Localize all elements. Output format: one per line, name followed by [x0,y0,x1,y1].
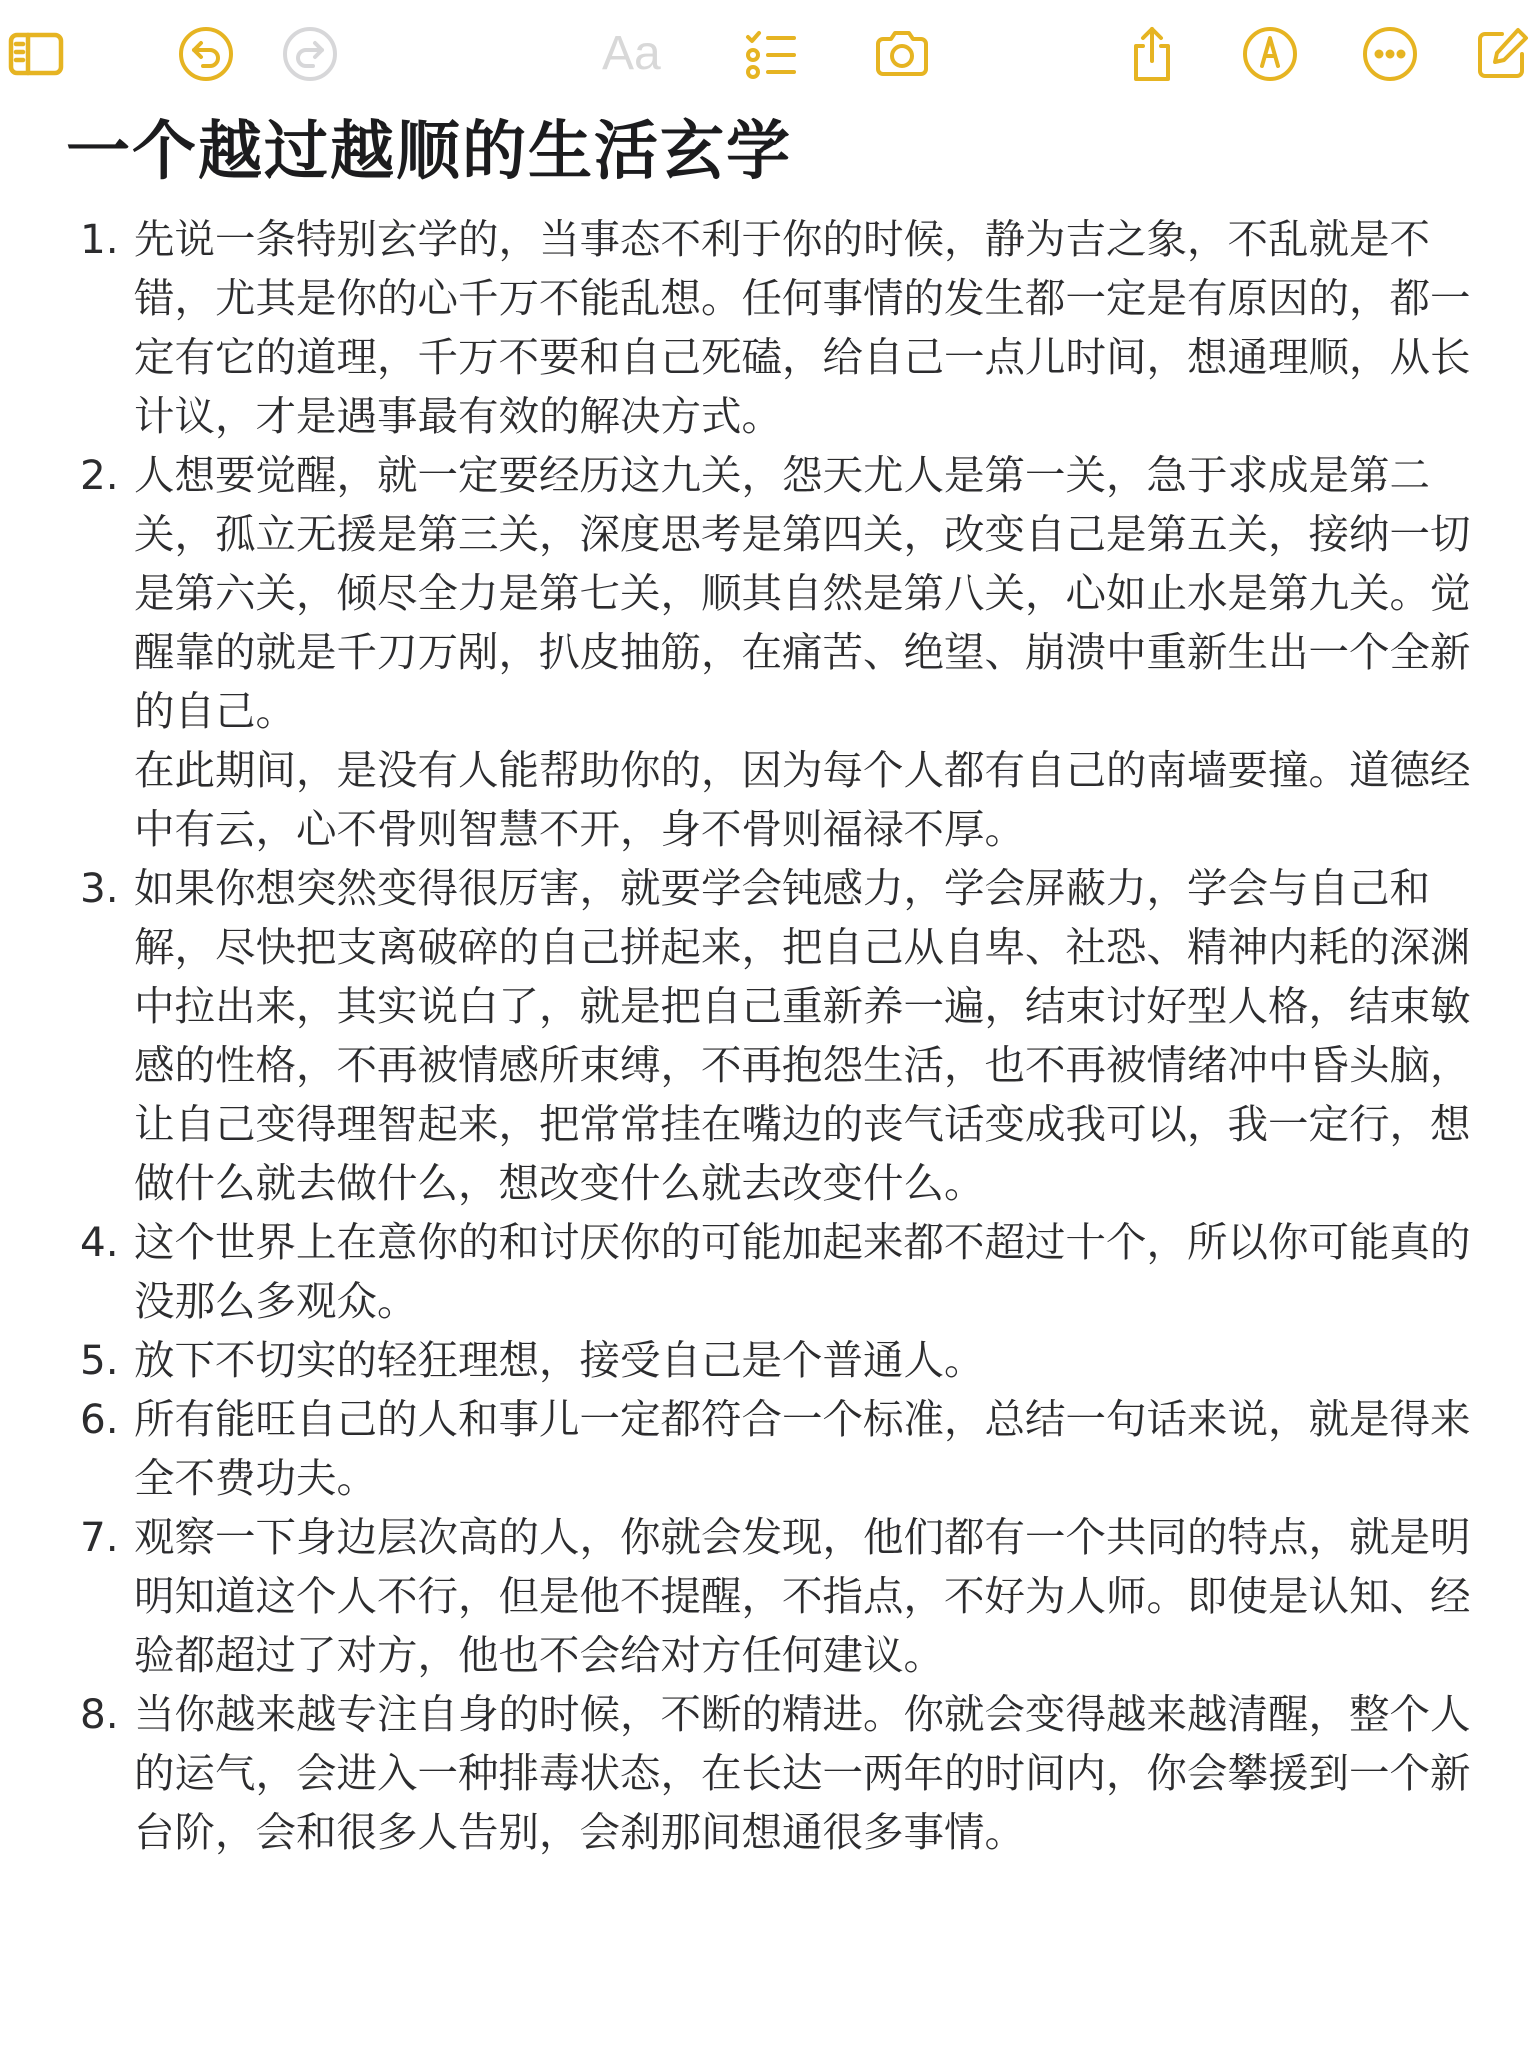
list-item [80,1213,1475,1331]
list-item [80,1390,1475,1508]
redo-icon [280,24,340,84]
list-item [80,1508,1475,1685]
sidebar-button[interactable] [4,22,68,86]
more-button[interactable] [1358,22,1422,86]
paragraph: 人想要觉醒，就一定要经历这九关，怨天尤人是第一关，急于求成是第二关，孤立无援是第三关，深度思考是第四关，改变自己是第五关，接纳一切是第六关，倾尽全力是第七关，顺其自然是第八关，心如止水是第九关。觉醒靠的就是千刀万剐，扒皮抽筋，在痛苦、绝望、崩溃中重新生出一个全新的自己。 [134,451,1471,735]
paragraph: 在此期间，是没有人能帮助你的，因为每个人都有自己的南墙要撞。道德经中有云，心不骨则智慧不开，身不骨则福禄不厚。 [134,746,1471,853]
share-icon [1122,24,1182,84]
camera-icon [872,24,932,84]
paragraph: 放下不切实的轻狂理想，接受自己是个普通人。 [134,1336,985,1384]
list-item [80,859,1475,1213]
list-item-number: 6. [80,1395,119,1443]
more-icon [1360,24,1420,84]
list-item-text [134,1390,1475,1508]
notes-toolbar [0,0,1536,110]
checklist-button[interactable] [738,22,802,86]
paragraph: 所有能旺自己的人和事儿一定都符合一个标准，总结一句话来说，就是得来全不费功夫。 [134,1395,1471,1502]
list-item [80,1331,1475,1390]
list-item-number: 3. [80,864,119,912]
list-item-number: 5. [80,1336,119,1384]
paragraph: 先说一条特别玄学的，当事态不利于你的时候，静为吉之象，不乱就是不错，尤其是你的心千万不能乱想。任何事情的发生都一定是有原因的，都一定有它的道理，千万不要和自己死磕，给自己一点儿时间，想通理顺，从长计议，才是遇事最有效的解决方式。 [134,215,1471,440]
list-item [80,1685,1475,1862]
list-item-text [134,1213,1475,1331]
list-item-text [134,1331,1475,1390]
note-title[interactable]: 一个越过越顺的生活玄学 [66,115,792,189]
checklist-icon [740,24,800,84]
list-item-text [134,1685,1475,1862]
list-item [80,210,1475,446]
compose-button[interactable] [1470,22,1534,86]
camera-button[interactable] [870,22,934,86]
paragraph: 观察一下身边层次高的人，你就会发现，他们都有一个共同的特点，就是明明知道这个人不行，但是他不提醒，不指点，不好为人师。即使是认知、经验都超过了对方，他也不会给对方任何建议。 [134,1513,1471,1679]
list-item-text [134,1508,1475,1685]
paragraph: 如果你想突然变得很厉害，就要学会钝感力，学会屏蔽力，学会与自己和解，尽快把支离破碎的自己拼起来，把自己从自卑、社恐、精神内耗的深渊中拉出来，其实说白了，就是把自己重新养一遍，结束讨好型人格，结束敏感的性格，不再被情感所束缚，不再抱怨生活，也不再被情绪冲中昏头脑，让自己变得理智起来，把常常挂在嘴边的丧气话变成我可以，我一定行，想做什么就去做什么，想改变什么就去改变什么。 [134,864,1471,1207]
list-item-number: 7. [80,1513,119,1561]
list-item-text [134,446,1475,859]
format-text-button[interactable]: Aa [602,27,661,80]
undo-icon [176,24,236,84]
list-item-text [134,859,1475,1213]
compose-icon [1472,24,1532,84]
paragraph: 这个世界上在意你的和讨厌你的可能加起来都不超过十个，所以你可能真的没那么多观众。 [134,1218,1471,1325]
pen-circle-icon [1240,24,1300,84]
paragraph: 当你越来越专注自身的时候，不断的精进。你就会变得越来越清醒，整个人的运气，会进入一种排毒状态，在长达一两年的时间内，你会攀援到一个新台阶，会和很多人告别，会刹那间想通很多事情。 [134,1690,1471,1856]
list-item-number: 8. [80,1690,119,1738]
markup-button[interactable] [1238,22,1302,86]
list-item-number: 4. [80,1218,119,1266]
sidebar-icon [6,24,66,84]
list-item-number: 1. [80,215,119,263]
list-item-text [134,210,1475,446]
share-button[interactable] [1120,22,1184,86]
redo-button[interactable] [278,22,342,86]
list-item [80,446,1475,859]
list-item-number: 2. [80,451,119,499]
undo-button[interactable] [174,22,238,86]
note-body[interactable] [80,210,1475,1862]
